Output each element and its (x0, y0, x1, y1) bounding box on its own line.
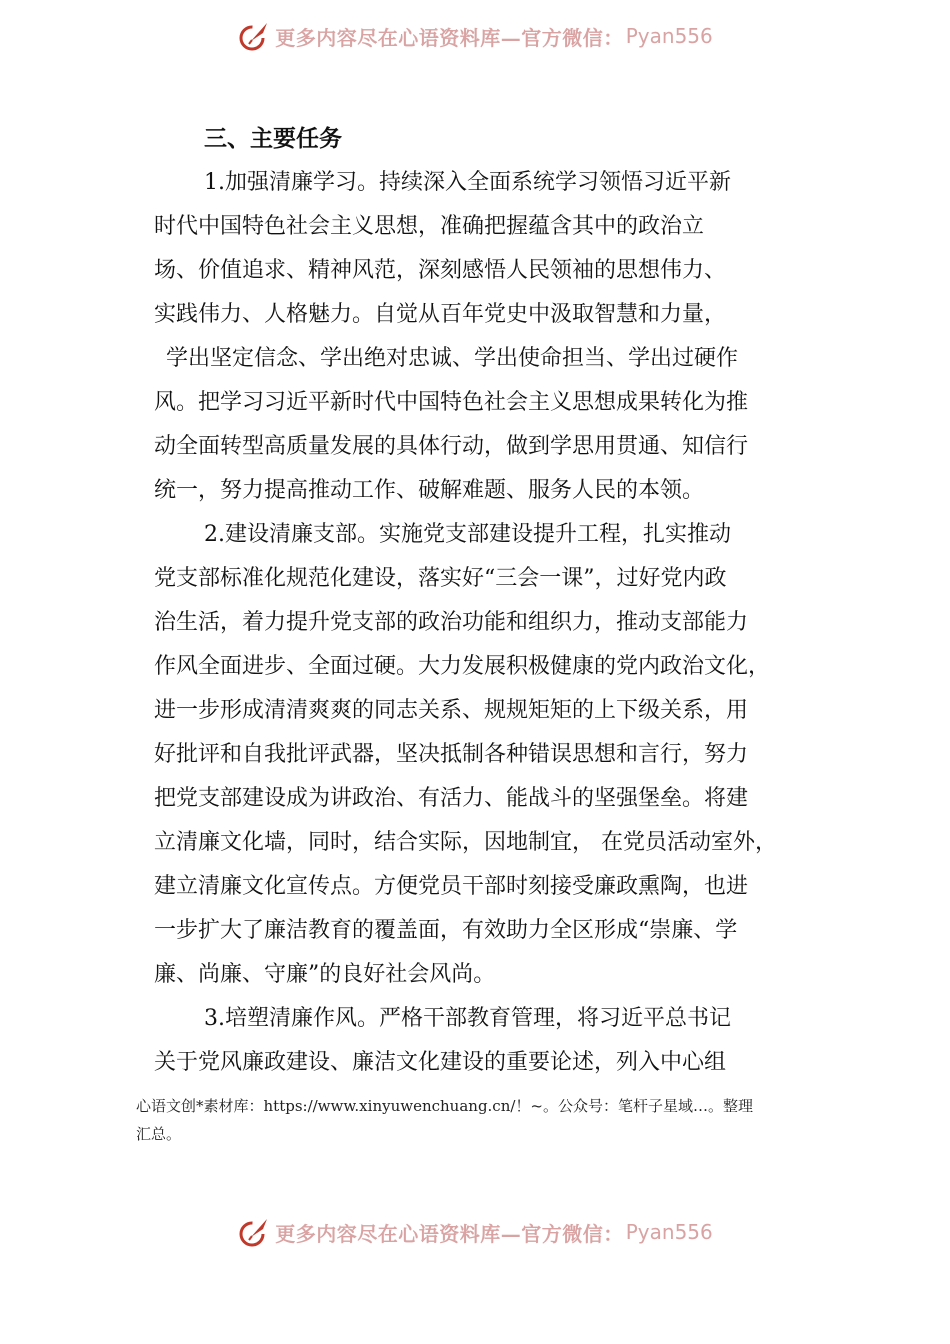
text-line: 党支部标准化规范化建设，落实好“三会一课”，过好党内政 (154, 566, 727, 591)
quill-pen-icon (237, 1215, 271, 1249)
text-line: 好批评和自我批评武器，坚决抵制各种错误思想和言行，努力 (154, 742, 749, 767)
paragraph-2 (154, 513, 820, 997)
text-line: 治生活，着力提升党支部的政治功能和组织力，推动支部能力 (154, 610, 749, 635)
banner-text: 更多内容尽在心语资料库—官方微信： (275, 25, 624, 50)
footnote-line: 心语文创*素材库：https://www.xinyuwenchuang.cn/！~。公众号：笔杆子星域…。整理 (136, 1097, 753, 1115)
text-line: 动全面转型高质量发展的具体行动，做到学思用贯通、知信行 (154, 434, 749, 459)
text-line: 场、价值追求、精神风范，深刻感悟人民领袖的思想伟力、 (154, 258, 727, 283)
text-line: 实践伟力、人格魅力。自觉从百年党史中汲取智慧和力量， (154, 302, 727, 327)
text-line: 3.培塑清廉作风。严格干部教育管理，将习近平总书记 (204, 1006, 731, 1031)
banner-wechat-id: Pyan556 (625, 1220, 713, 1244)
text-line: 把党支部建设成为讲政治、有活力、能战斗的坚强堡垒。将建 (154, 786, 749, 811)
text-line: 时代中国特色社会主义思想，准确把握蕴含其中的政治立 (154, 214, 705, 239)
text-line: 一步扩大了廉洁教育的覆盖面，有效助力全区形成“崇廉、学 (154, 918, 738, 943)
text-line: 统一，努力提高推动工作、破解难题、服务人民的本领。 (154, 478, 705, 503)
document-body (154, 117, 820, 1085)
text-line: 廉、尚廉、守廉”的良好社会风尚。 (154, 962, 496, 987)
text-line: 关于党风廉政建设、廉洁文化建设的重要论述，列入中心组 (154, 1050, 727, 1075)
text-line: 作风全面进步、全面过硬。大力发展积极健康的党内政治文化， (154, 654, 771, 679)
source-footnote (136, 1092, 826, 1148)
section-heading: 三、主要任务 (204, 126, 342, 152)
quill-pen-icon (237, 19, 271, 53)
text-line: 风。把学习习近平新时代中国特色社会主义思想成果转化为推 (154, 390, 749, 415)
text-line: 2.建设清廉支部。实施党支部建设提升工程，扎实推动 (204, 522, 731, 547)
top-watermark-banner (0, 14, 950, 58)
footnote-line: 汇总。 (136, 1125, 182, 1143)
bottom-watermark-banner (0, 1210, 950, 1254)
text-line: 立清廉文化墙，同时，结合实际，因地制宜， 在党员活动室外， (154, 830, 777, 855)
text-line: 建立清廉文化宣传点。方便党员干部时刻接受廉政熏陶，也进 (154, 874, 749, 899)
paragraph-3 (154, 997, 820, 1085)
banner-text: 更多内容尽在心语资料库—官方微信： (275, 1221, 624, 1246)
text-line: 学出坚定信念、学出绝对忠诚、学出使命担当、学出过硬作 (166, 346, 739, 371)
text-line: 进一步形成清清爽爽的同志关系、规规矩矩的上下级关系，用 (154, 698, 749, 723)
banner-wechat-id: Pyan556 (625, 24, 713, 48)
paragraph-1 (154, 161, 820, 513)
text-line: 1.加强清廉学习。持续深入全面系统学习领悟习近平新 (204, 170, 731, 195)
